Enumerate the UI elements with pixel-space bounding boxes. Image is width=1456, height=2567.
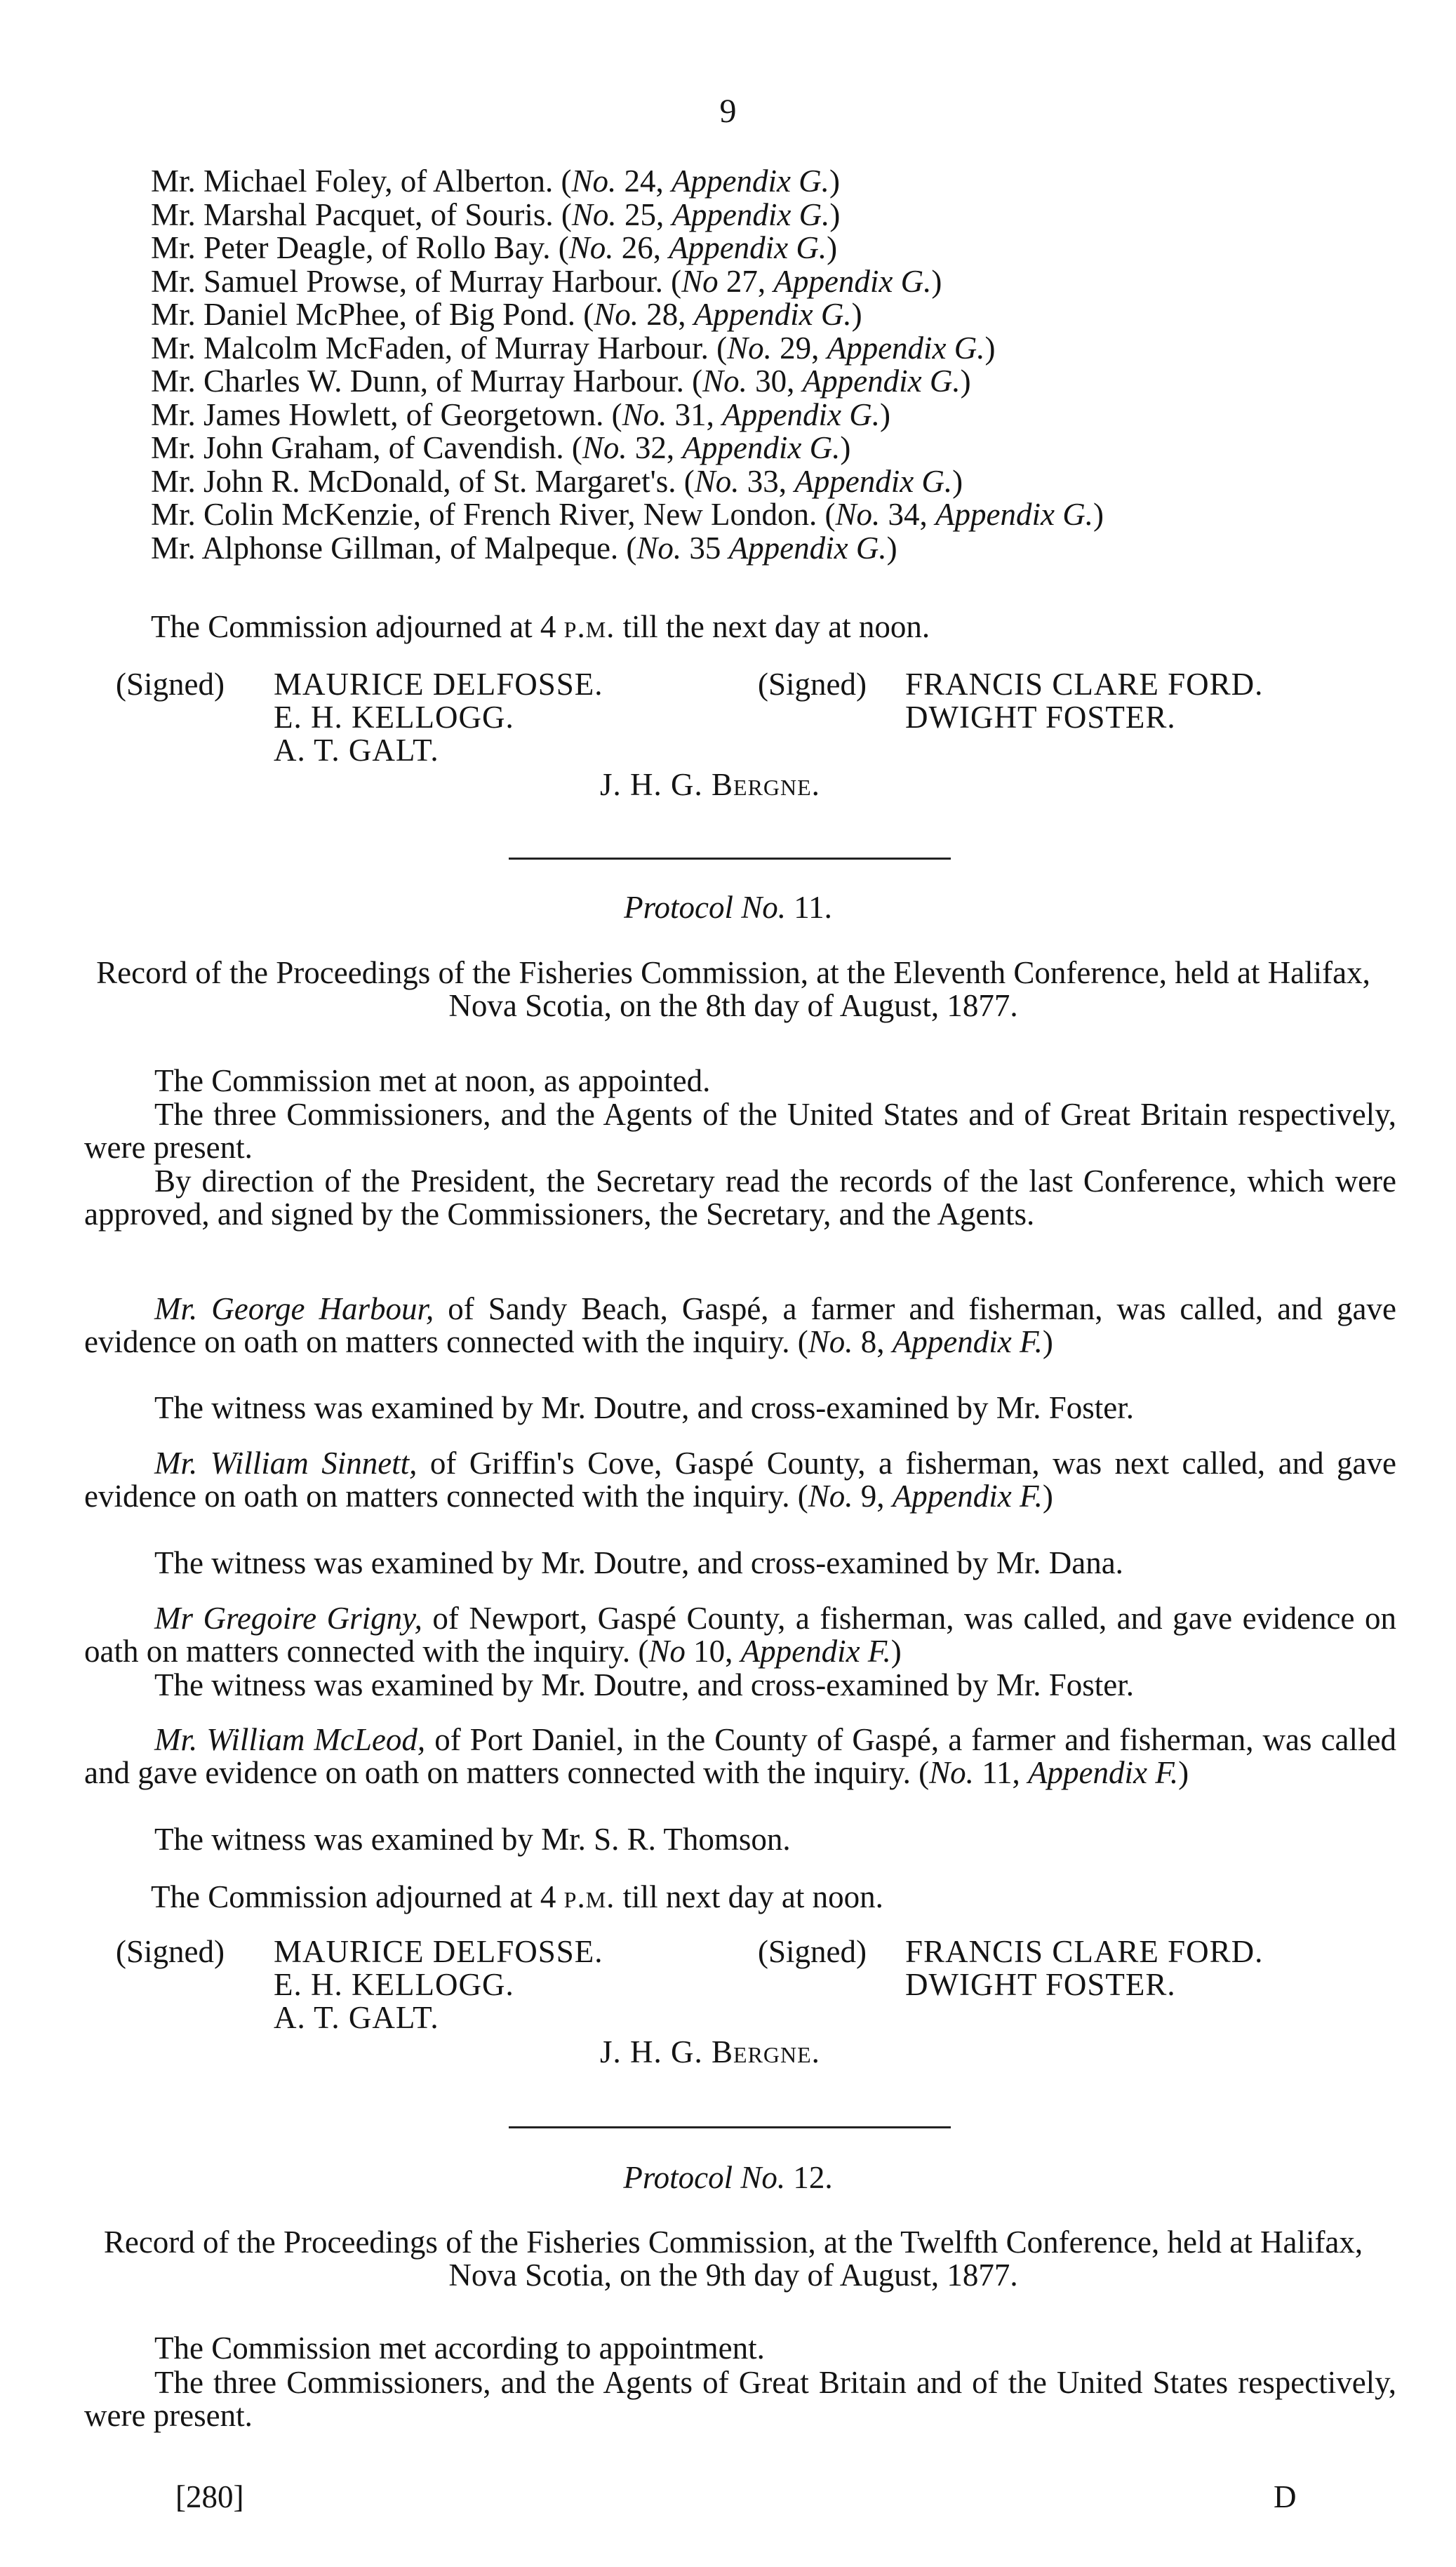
- record-heading: Record of the Proceedings of the Fisheries Commission, at the Eleventh Conference, held at Halifax, Nova Scotia, on the 8th day of August, 1877.: [96, 955, 1370, 1023]
- examination-note: The witness was examined by Mr. Doutre, and cross-examined by Mr. Foster.: [154, 1667, 1134, 1702]
- signatories-left: MAURICE DELFOSSE. E. H. KELLOGG. A. T. GALT.: [274, 667, 603, 768]
- witness-list: [151, 165, 1379, 565]
- protocol-heading: Protocol No. 11.: [624, 890, 832, 925]
- signed-label: (Signed): [116, 1934, 225, 1969]
- signed-label: (Signed): [758, 1934, 867, 1969]
- witness-paragraph: Mr. William McLeod, of Port Daniel, in the County of Gaspé, a farmer and fisherman, was called and gave evidence on oath on matters connected with the inquiry. (No. 11, Appendix F.): [84, 1722, 1397, 1790]
- adjournment-note: The Commission adjourned at 4 p.m. till the next day at noon.: [151, 609, 930, 644]
- page-number: 9: [719, 93, 737, 130]
- witness-paragraph: Mr Gregoire Grigny, of Newport, Gaspé County, a fisherman, was called, and gave evidence on oath on matters connected with the inquiry. (No 10, Appendix F.): [84, 1601, 1396, 1669]
- witness-list-item: Mr. Colin McKenzie, of French River, New London. (No. 34, Appendix G.): [151, 497, 1104, 532]
- printer-mark: [280]: [175, 2479, 244, 2514]
- signature-block: [116, 668, 1379, 829]
- secretary-signature: J. H. G. Bergne.: [600, 2034, 820, 2069]
- witness-list-item: Mr. Peter Deagle, of Rollo Bay. (No. 26, Appendix G.): [151, 230, 838, 265]
- witness-list-item: Mr. Charles W. Dunn, of Murray Harbour. (No. 30, Appendix G.): [151, 364, 971, 399]
- witness-list-item: Mr. Malcolm McFaden, of Murray Harbour. (No. 29, Appendix G.): [151, 330, 996, 366]
- witness-list-item: Mr. Samuel Prowse, of Murray Harbour. (No 27, Appendix G.): [151, 263, 942, 299]
- record-heading: Record of the Proceedings of the Fisheries Commission, at the Twelfth Conference, held at Halifax, Nova Scotia, on the 9th day of August, 1877.: [103, 2225, 1363, 2293]
- witness-list-item: Mr. Daniel McPhee, of Big Pond. (No. 28, Appendix G.): [151, 297, 862, 332]
- paragraph: The Commission met according to appointment.: [154, 2331, 765, 2366]
- examination-note: The witness was examined by Mr. Doutre, and cross-examined by Mr. Dana.: [154, 1545, 1123, 1580]
- sheet-signature: D: [1274, 2479, 1297, 2514]
- protocol-heading: Protocol No. 12.: [623, 2160, 833, 2195]
- secretary-signature: J. H. G. Bergne.: [600, 767, 820, 802]
- signature-block: [116, 1935, 1379, 2097]
- signed-label: (Signed): [116, 667, 225, 702]
- section-divider: [509, 858, 951, 860]
- witness-list-item: Mr. Alphonse Gillman, of Malpeque. (No. 35 Appendix G.): [151, 530, 897, 566]
- paragraph: By direction of the President, the Secretary read the records of the last Conference, which were approved, and signed by the Commissioners, the Secretary, and the Agents.: [84, 1164, 1396, 1232]
- paragraph: The three Commissioners, and the Agents of Great Britain and of the United States respectively, were present.: [84, 2365, 1396, 2433]
- signed-label: (Signed): [758, 667, 867, 702]
- section-divider: [509, 2126, 951, 2128]
- signatories-right: FRANCIS CLARE FORD. DWIGHT FOSTER.: [905, 667, 1264, 735]
- paragraph: The three Commissioners, and the Agents of the United States and of Great Britain respectively, were present.: [84, 1097, 1396, 1165]
- witness-paragraph: Mr. William Sinnett, of Griffin's Cove, Gaspé County, a fisherman, was next called, and gave evidence on oath on matters connected with the inquiry. (No. 9, Appendix F.): [84, 1446, 1397, 1514]
- paragraph: The Commission met at noon, as appointed.: [154, 1063, 711, 1098]
- witness-list-item: Mr. James Howlett, of Georgetown. (No. 31, Appendix G.): [151, 396, 891, 432]
- examination-note: The witness was examined by Mr. Doutre, and cross-examined by Mr. Foster.: [154, 1390, 1134, 1425]
- witness-paragraph: Mr. George Harbour, of Sandy Beach, Gaspé, a farmer and fisherman, was called, and gave evidence on oath on matters connected with the inquiry. (No. 8, Appendix F.): [84, 1291, 1396, 1359]
- witness-list-item: Mr. Marshal Pacquet, of Souris. (No. 25, Appendix G.): [151, 196, 841, 232]
- witness-list-item: Mr. John Graham, of Cavendish. (No. 32, Appendix G.): [151, 430, 851, 465]
- signatories-left: MAURICE DELFOSSE. E. H. KELLOGG. A. T. GALT.: [274, 1934, 603, 2035]
- witness-list-item: Mr. Michael Foley, of Alberton. (No. 24, Appendix G.): [151, 164, 840, 199]
- adjournment-note: The Commission adjourned at 4 p.m. till next day at noon.: [151, 1879, 883, 1914]
- examination-note: The witness was examined by Mr. S. R. Thomson.: [154, 1822, 791, 1857]
- witness-list-item: Mr. John R. McDonald, of St. Margaret's. (No. 33, Appendix G.): [151, 463, 963, 499]
- signatories-right: FRANCIS CLARE FORD. DWIGHT FOSTER.: [905, 1934, 1264, 2002]
